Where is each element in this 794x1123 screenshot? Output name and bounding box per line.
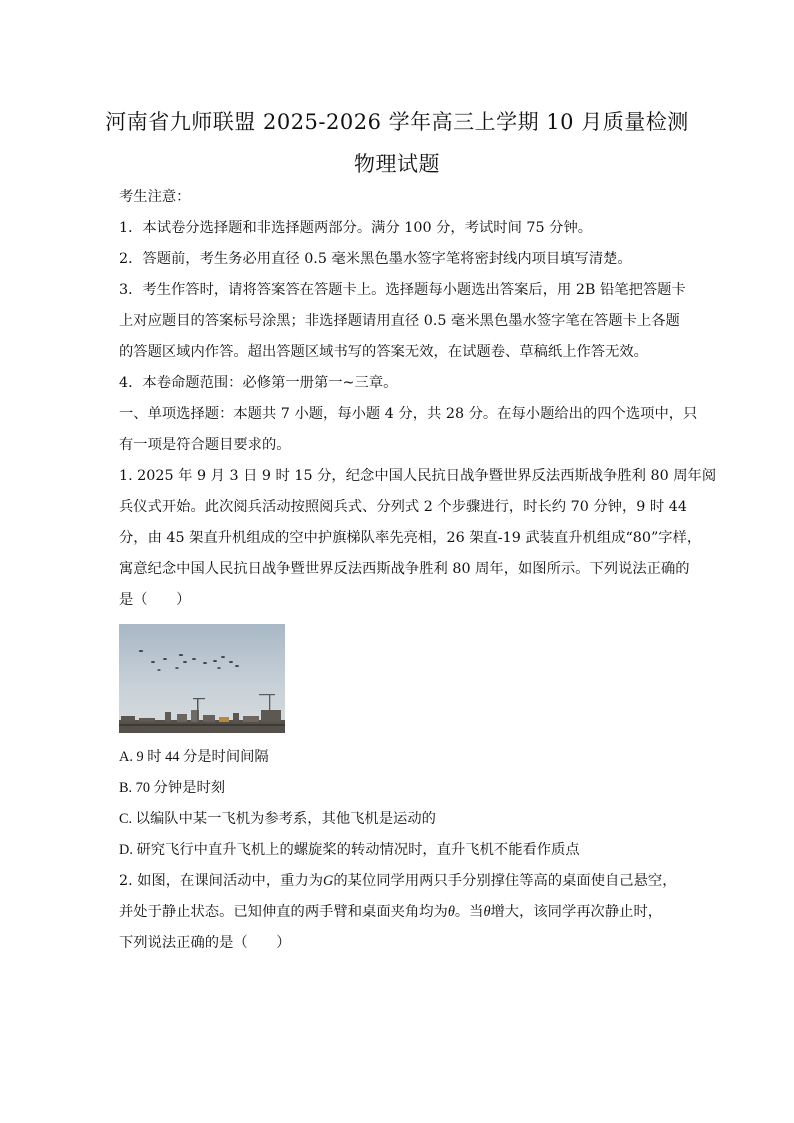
q2-text: 并处于静止状态。已知伸直的两手臂和桌面夹角均为 — [119, 904, 448, 920]
notice-item-3-line-2: 上对应题目的答案标号涂黑；非选择题请用直径 0.5 毫米黑色墨水签字笔在答题卡上各题 — [119, 313, 680, 329]
q2-text: 的某位同学用两只手分别撑住等高的桌面使自己悬空， — [333, 873, 677, 889]
notice-item-4: 4．本卷命题范围：必修第一册第一~三章。 — [119, 375, 398, 391]
page-title: 河南省九师联盟 2025-2026 学年高三上学期 10 月质量检测 — [105, 110, 689, 134]
q1-stem-line-1: 1. 2025 年 9 月 3 日 9 时 15 分，纪念中国人民抗日战争暨世界反法西斯战争胜利 80 周年阅 — [119, 468, 717, 484]
var-theta: θ — [447, 904, 455, 920]
q2-text: 增大，该同学再次静止时， — [490, 904, 663, 920]
q2-stem-line-2 — [119, 902, 679, 922]
notice-heading: 考生注意： — [119, 189, 191, 205]
q2-stem-line-3: 下列说法正确的是（ ） — [119, 935, 291, 951]
notice-item-2: 2．答题前，考生务必用直径 0.5 毫米黑色墨水签字笔将密封线内项目填写清楚。 — [119, 251, 632, 267]
q1-stem-line-4: 寓意纪念中国人民抗日战争暨世界反法西斯战争胜利 80 周年，如图所示。下列说法正确的 — [119, 561, 690, 577]
q1-stem-line-3: 分，由 45 架直升机组成的空中护旗梯队率先亮相，26 架直-19 武装直升机组成“80”字样， — [119, 530, 702, 546]
section-heading-line-1: 一、单项选择题：本题共 7 小题，每小题 4 分，共 28 分。在每小题给出的四个选项中，只 — [119, 406, 698, 422]
q1-stem-line-5: 是（ ） — [119, 592, 191, 608]
page-subtitle: 物理试题 — [354, 152, 440, 176]
q2-text: 。当 — [454, 904, 484, 920]
notice-item-3-line-1: 3．考生作答时，请将答案答在答题卡上。选择题每小题选出答案后，用 2B 铅笔把答题卡 — [119, 282, 686, 298]
var-theta: θ — [483, 904, 491, 920]
q1-photo-helicopter-formation — [119, 624, 285, 733]
q2-stem-line-1 — [119, 871, 679, 891]
q1-stem-line-2: 兵仪式开始。此次阅兵活动按照阅兵式、分列式 2 个步骤进行，时长约 70 分钟，9 时 44 — [119, 499, 687, 515]
notice-item-3-line-3: 的答题区域内作答。超出答题区域书写的答案无效，在试题卷、草稿纸上作答无效。 — [119, 344, 648, 360]
q1-option-d: D. 研究飞行中直升飞机上的螺旋桨的转动情况时，直升飞机不能看作质点 — [119, 842, 580, 858]
q1-option-a: A. 9 时 44 分是时间间隔 — [119, 749, 269, 765]
section-heading-line-2: 有一项是符合题目要求的。 — [119, 437, 291, 453]
notice-item-1: 1．本试卷分选择题和非选择题两部分。满分 100 分，考试时间 75 分钟。 — [119, 220, 593, 236]
var-g: G — [323, 873, 334, 889]
q1-option-c: C. 以编队中某一飞机为参考系，其他飞机是运动的 — [119, 811, 436, 827]
q1-option-b: B. 70 分钟是时刻 — [119, 780, 226, 796]
q2-text: 2. 如图，在课间活动中，重力为 — [119, 873, 324, 889]
